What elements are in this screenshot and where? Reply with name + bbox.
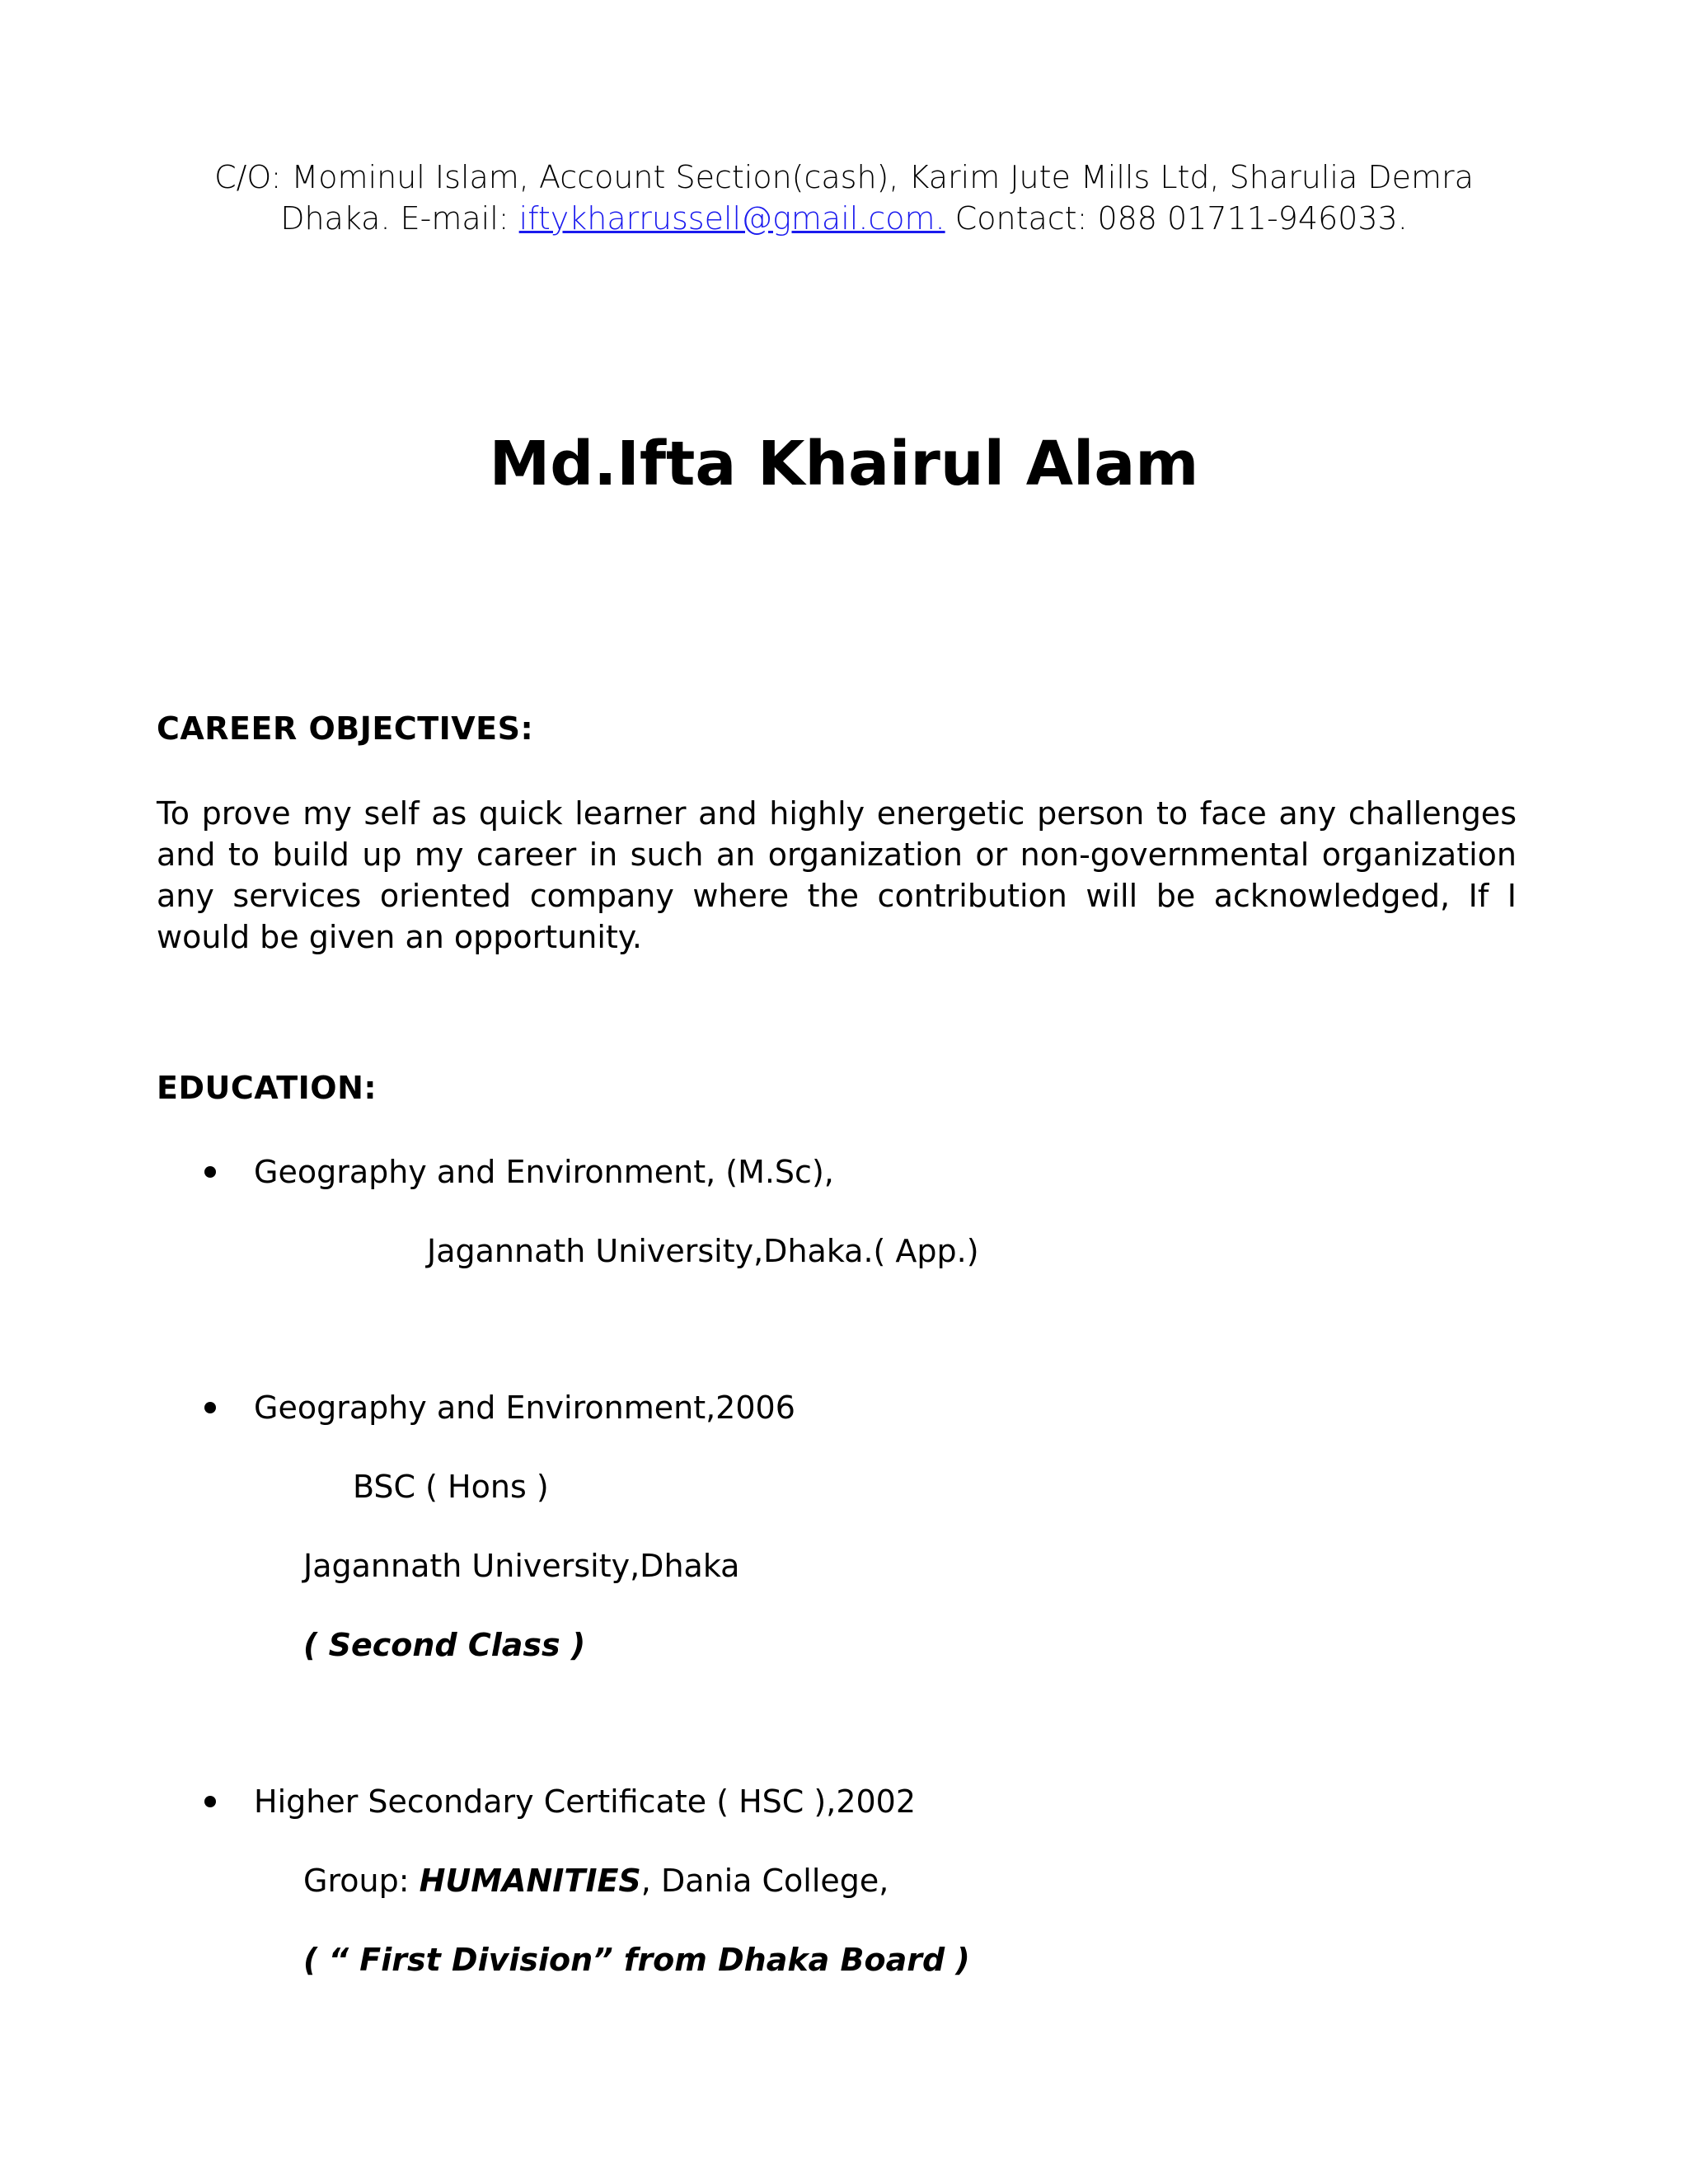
bullet-icon bbox=[204, 1796, 216, 1807]
education-group bbox=[303, 1863, 889, 1899]
career-objectives-heading: CAREER OBJECTIVES: bbox=[157, 710, 534, 747]
contact-email-line bbox=[0, 198, 1688, 239]
education-result: ( Second Class ) bbox=[303, 1627, 586, 1663]
education-item bbox=[204, 1154, 834, 1190]
education-institution: Jagannath University,Dhaka.( App.) bbox=[427, 1233, 979, 1269]
applicant-name: Md.Ifta Khairul Alam bbox=[489, 429, 1199, 499]
education-degree: BSC ( Hons ) bbox=[353, 1469, 549, 1505]
education-item bbox=[204, 1390, 795, 1426]
education-institution: Jagannath University,Dhaka bbox=[303, 1548, 740, 1584]
bullet-icon bbox=[204, 1166, 216, 1178]
education-item bbox=[204, 1783, 916, 1820]
education-title: Higher Secondary Certificate ( HSC ),2002 bbox=[254, 1783, 917, 1820]
group-suffix: , Dania College, bbox=[640, 1863, 889, 1899]
contact-address-line bbox=[0, 157, 1688, 198]
education-title: Geography and Environment,2006 bbox=[254, 1390, 795, 1426]
email-link[interactable]: iftykharrussell@gmail.com. bbox=[518, 200, 945, 237]
education-heading: EDUCATION: bbox=[157, 1070, 377, 1106]
group-name: HUMANITIES bbox=[419, 1863, 641, 1899]
bullet-icon bbox=[204, 1402, 216, 1413]
contact-line1: C/O: Mominul Islam, Account Section(cash), Karim Jute Mills Ltd, Sharulia Demra bbox=[214, 159, 1474, 195]
group-prefix: Group: bbox=[303, 1863, 420, 1899]
contact-line2-prefix: Dhaka. E-mail: bbox=[280, 200, 519, 237]
education-result: ( “ First Division” from Dhaka Board ) bbox=[303, 1942, 970, 1978]
contact-phone: Contact: 088 01711-946033. bbox=[945, 200, 1408, 237]
education-title: Geography and Environment, (M.Sc), bbox=[254, 1154, 834, 1190]
career-objectives-text: To prove my self as quick learner and highly energetic person to face any challenges and to build up my career in such an organization or non-governmental organization any services oriented company where the contribution will be acknowledged, If I would be given an opportunity. bbox=[157, 795, 1517, 955]
